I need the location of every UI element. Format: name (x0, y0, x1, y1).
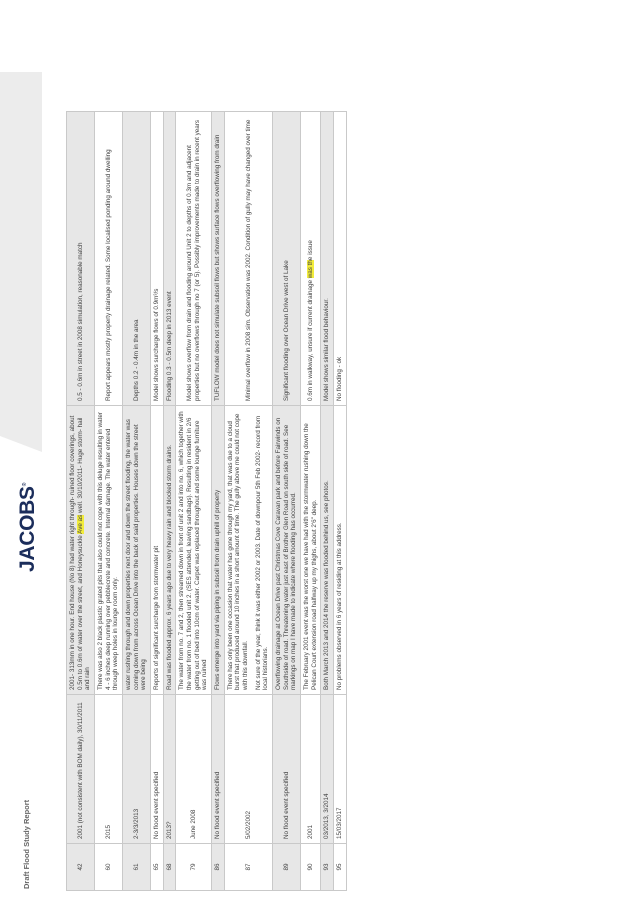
cell-event-date: No flood event specified (273, 695, 301, 844)
cell-observation (176, 406, 212, 695)
cell-model-comment: TUFLOW model does not simulate subsoil flows but shows surface flows overflowing from drain (212, 112, 225, 406)
cell-observation (224, 406, 272, 695)
logo-registered-mark: ® (22, 482, 28, 487)
jacobs-logo (16, 483, 40, 572)
cell-model-comment: Report appears mostly property drainage related. Some localised ponding around dwelling (95, 112, 123, 406)
cell-event-date: 2-3/3/2013 (123, 695, 151, 844)
cell-observation-id: 86 (212, 844, 225, 891)
cell-observation-id: 65 (151, 844, 164, 891)
cell-observation-id: 42 (67, 844, 95, 891)
cell-model-comment: Flooding 0.3 - 0.5m deep in 2013 event (163, 112, 176, 406)
cell-event-date: 15/03/2017 (334, 695, 347, 844)
table-row (334, 112, 347, 891)
cell-observation-id: 95 (334, 844, 347, 891)
observation-paragraph: Flows emerge into yard via piping in subsoil from drain uphill of property (214, 489, 222, 690)
cell-model-comment: 0.5 - 0.6m in street in 2008 simulation, reasonable match (67, 112, 95, 406)
cell-observation (95, 406, 123, 695)
observation-paragraph: Both March 2013 and 2014 the reserve was flooded behind us, see photos. (323, 480, 331, 690)
cell-observation-id: 93 (321, 844, 334, 891)
text-highlight: was th (306, 260, 314, 279)
table-row (151, 112, 164, 891)
cell-observation-id: 89 (273, 844, 301, 891)
observation-paragraph: The water from no. 7 and 2, then streamed down in front of unit 2 and into no. 6, which together with the water from no. 1 flooded unit 2. (SES attended, leaving sandbags). Resulting in resident in 2/6 getting out of bed into 10cm of water. Carpet was replaced throughout and some lounge furniture was ruined (178, 411, 209, 690)
flood-observation-table (66, 111, 347, 891)
cell-observation (163, 406, 176, 695)
observation-paragraph: Road was flooded approx. 6 years ago due to very heavy rain and blocked storm drains. (165, 444, 173, 690)
table-row (176, 112, 212, 891)
cell-observation (301, 406, 321, 695)
cell-model-comment: Depths 0.2 - 0.4m in the area (123, 112, 151, 406)
table-row (123, 112, 151, 891)
cell-observation-id: 90 (301, 844, 321, 891)
cell-observation-id: 87 (224, 844, 272, 891)
cell-event-date: June 2008 (176, 695, 212, 844)
logo-text: JACOBS (16, 486, 39, 572)
cell-observation (273, 406, 301, 695)
text-highlight: Ave as (76, 514, 84, 534)
observation-paragraph: The February 2001 event was the worst one we have had with the stormwater rushing down the Pelican Court extension road halfway up my thighs, about 2'6" deep. (303, 423, 318, 690)
cell-event-date: 2001 (301, 695, 321, 844)
cell-observation (334, 406, 347, 695)
cell-observation-id: 60 (95, 844, 123, 891)
cell-model-comment: Significant flooding over Ocean Drive west of Lake (273, 112, 301, 406)
cell-observation (212, 406, 225, 695)
cell-observation (151, 406, 164, 695)
cell-observation (67, 406, 95, 695)
table-row (301, 112, 321, 891)
cell-model-comment: 0.6m in walkway, unsure if current drainage was the issue (301, 112, 321, 406)
cell-observation-id: 61 (123, 844, 151, 891)
observation-paragraph: Overflowing drainage at Ocean Drive past Christmas Cove Caravan park and before Fairwinds on Southside of road. Threatening water just east of Brother Glen Road on south side of road. See markings on map I have made to indicate where flooding has occurred. (275, 417, 298, 690)
cell-event-date: 2013? (163, 695, 176, 844)
observation-paragraph: Reports of significant surcharge from stormwater pit (153, 545, 161, 690)
cell-event-date: 2015 (95, 695, 123, 844)
cell-observation (123, 406, 151, 695)
table-row (321, 112, 334, 891)
cell-event-date: No flood event specified (151, 695, 164, 844)
cell-observation-id: 68 (163, 844, 176, 891)
observation-paragraph: Not sure of the year, think it was either 2002 or 2003. Date of downpour 5th Feb 2002- record from local historians. (254, 415, 270, 690)
cell-event-date: No flood event specified (212, 695, 225, 844)
table-row (212, 112, 225, 891)
cell-event-date: 2001 (not consistent with BOM daily), 30/11/2011 (67, 695, 95, 844)
cell-observation-id: 79 (176, 844, 212, 891)
table-row (67, 112, 95, 891)
cell-observation (321, 406, 334, 695)
cell-event-date: 03/2013, 3/2014 (321, 695, 334, 844)
report-title: Draft Flood Study Report (22, 799, 31, 889)
cell-model-comment: Model shows similar flood behaviour. (321, 112, 334, 406)
observation-paragraph: There was also 2 black plastic grated pits that also could not cope with this deluge resulting in water 4 - 6 inches deep running over pebblecrete and concrete. Internal damage. The water entered through weep holes in lounge room only. (97, 412, 120, 690)
cell-event-date: 5/02/2002 (224, 695, 272, 844)
observation-paragraph: No problems observed in 6 years of residing at this address. (336, 522, 344, 690)
observation-paragraph: water rushing through and down properties next door and down the street flooding, the water was coming down from across Ocean Drive into the back of said properties. Houses down the street were being (125, 419, 148, 690)
table-row (224, 112, 272, 891)
table-row (95, 112, 123, 891)
table-row (273, 112, 301, 891)
cell-model-comment: No flooding - ok (334, 112, 347, 406)
observation-paragraph: 2001- 313mm in one hour. End house (No 8) had water right through- ruined floor coverings, about 0.5m to 0.6m of water over the street, and Honeysuckle Ave as well. 30/10/2011- Huge storm- hail and rain (69, 415, 92, 690)
cell-model-comment: Minimal overflow in 2008 sim. Observation was 2002. Condition of gully may have changed over time (224, 112, 272, 406)
cell-model-comment: Model shows overflow from drain and flooding around Unit 2 to depths of 0.3m and adjacent properties but no overflows through no 7 (or 5). Possibly improvements made to drain in recent years (176, 112, 212, 406)
observation-paragraph: There has only been one occasion that water has gone through my yard, that was due to a cloud burst that produced around 10 inches in a short amount of time. The gully above me could not cope with this downfall. (226, 413, 250, 690)
cell-model-comment: Model shows surcharge flows of 0.9m³/s (151, 112, 164, 406)
header-band (0, 72, 42, 452)
table-row (163, 112, 176, 891)
